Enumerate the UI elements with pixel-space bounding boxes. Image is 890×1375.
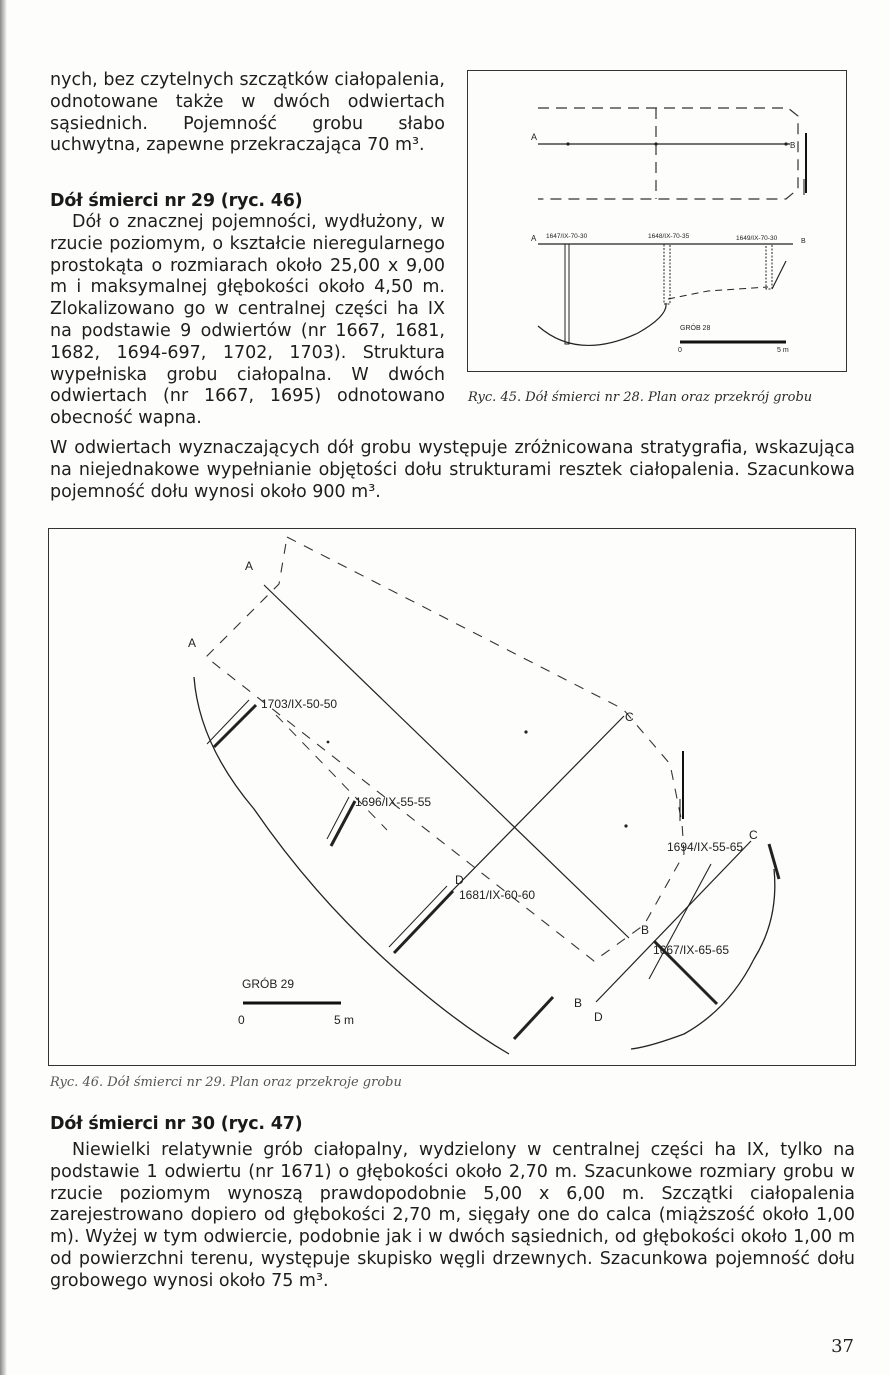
- fig45-boring-point-1: [566, 142, 569, 145]
- fig45-section-label-a: A: [531, 234, 537, 243]
- fig45-boring-column-3: [766, 244, 772, 289]
- fig45-boring-label-1649: 1649/IX-70-30: [736, 235, 778, 242]
- fig45-boring-label-1647: 1647/IX-70-30: [546, 233, 588, 240]
- heading-grave-29: Dół śmierci nr 29 (ryc. 46): [50, 191, 303, 211]
- fig46-boring-label-1681: 1681/IX-60-60: [459, 888, 536, 902]
- figure-46-drawing: [49, 529, 855, 1065]
- fig45-fill-boundary: [668, 287, 768, 299]
- fig46-section-ab-curve: [194, 677, 509, 1054]
- page-binding-edge: [0, 0, 7, 1375]
- fig46-section-cd-curve: [631, 869, 775, 1049]
- fig46-boring-label-1703: 1703/IX-50-50: [261, 697, 338, 711]
- fig46-label-d-plan: D: [455, 873, 464, 887]
- fig46-boring-mark-1681: [394, 891, 453, 953]
- fig46-boring-dot-1: [524, 730, 527, 733]
- fig46-section-line-ab: [264, 585, 629, 938]
- fig46-boring-dot-2: [624, 824, 627, 827]
- fig46-label-c-plan: C: [625, 710, 634, 724]
- fig46-scale-0: 0: [238, 1013, 245, 1027]
- paragraph-grave-30-description: Niewielki relatywnie grób ciałopalny, wydzielony w centralnej części ha IX, tylko na podstawie 1 odwiertu (nr 1671) o głębokości około 2,70 m. Szacunkowe rozmiary grobu w rzucie poziomym wynoszą prawdopodobnie 5,00 x 6,00 m. Szczątki ciałopalenia zarejestrowano dopiero od głębokości 2,70 m, sięgały one do calca (miąższość około 1,00 m). Wyżej w tym odwiercie, podobnie jak i w dwóch sąsiednich, od głębokości około 1,00 m od powierzchni terenu, występuje skupisko węgli drzewnych. Szacunkowa pojemność dołu grobowego wynosi około 75 m³.: [50, 1140, 855, 1291]
- fig46-scale-5: 5 m: [334, 1013, 355, 1027]
- figure-46-caption: Ryc. 46. Dół śmierci nr 29. Plan oraz przekroje grobu: [50, 1075, 402, 1090]
- fig46-boring-mark-1703: [214, 705, 256, 747]
- fig46-label-c-section: C: [749, 828, 758, 842]
- fig46-cd-edge: [649, 864, 711, 979]
- fig45-pit-edge: [772, 261, 786, 289]
- fig45-boring-point-2: [654, 142, 657, 145]
- fig46-label-d-section: D: [594, 1010, 603, 1024]
- fig45-scale-5: 5 m: [777, 347, 789, 354]
- fig45-section-label-b: B: [801, 238, 806, 245]
- fig46-boring-tick-1703: [207, 700, 249, 744]
- fig45-boring-point-3: [784, 142, 787, 145]
- fig45-boring-column-2: [664, 244, 670, 304]
- paragraph-grave-28-end: nych, bez czytelnych szczątków ciałopalenia, odnotowane także w dwóch odwiertach sąsiednich. Pojemność grobu słabo uchwytna, zapewne przekraczająca 70 m³.: [50, 70, 445, 156]
- fig45-scale-0: 0: [678, 347, 682, 354]
- fig45-grave-label: GRÓB 28: [680, 325, 711, 332]
- figure-45-caption: Ryc. 45. Dół śmierci nr 28. Plan oraz przekrój grobu: [468, 390, 813, 405]
- fig46-boring-label-1694: 1694/IX-55-65: [667, 840, 744, 854]
- fig45-plan-outline: [538, 108, 798, 199]
- fig46-label-b-section: B: [574, 996, 583, 1010]
- fig45-label-b: B: [790, 141, 796, 150]
- fig45-boring-label-1648: 1648/IX-70-35: [648, 233, 690, 240]
- fig46-boring-label-1667: 1667/IX-65-65: [653, 943, 730, 957]
- heading-grave-30: Dół śmierci nr 30 (ryc. 47): [50, 1114, 303, 1134]
- fig45-pit-bottom-curve: [538, 303, 666, 345]
- figure-45-frame: [467, 70, 847, 372]
- paragraph-grave-29-stratigraphy: W odwiertach wyznaczających dół grobu występuje zróżnicowana stratygrafia, wskazująca na niejednakowe wypełnianie objętości dołu strukturami resztek ciałopalenia. Szacunkowa pojemność dołu wynosi około 900 m³.: [50, 438, 855, 502]
- fig46-section-line-lower: [596, 841, 751, 1002]
- fig45-label-a: A: [531, 132, 538, 142]
- fig46-boring-tick-1681: [389, 886, 447, 947]
- fig45-boring-column-1: [565, 244, 569, 344]
- fig46-boring-label-1696: 1696/IX-55-55: [355, 795, 432, 809]
- fig46-dashed-line: [276, 715, 387, 830]
- fig46-label-a-upper: A: [245, 559, 254, 573]
- fig46-boring-mark-lower: [514, 997, 553, 1039]
- figure-46-frame: [48, 528, 856, 1066]
- fig46-section-line-cd: [449, 716, 624, 894]
- fig46-label-a-lower: A: [188, 636, 197, 650]
- figure-45-drawing: [468, 71, 846, 371]
- paragraph-grave-29-description: Dół o znacznej pojemności, wydłużony, w rzucie poziomym, o kształcie nieregularnego prostokąta o rozmiarach około 25,00 x 9,00 m i maksymalnej głębokości około 4,50 m. Zlokalizowano go w centralnej części ha IX na podstawie 9 odwiertów (nr 1667, 1681, 1682, 1694-697, 1702, 1703). Struktura wypełniska grobu ciałopalna. W dwóch odwiertach (nr 1667, 1695) odnotowano obecność wapna.: [50, 212, 445, 429]
- fig46-boring-dot-3: [327, 741, 330, 744]
- page-number: 37: [831, 1336, 854, 1357]
- fig46-label-b-plan: B: [641, 923, 650, 937]
- fig46-grave-label: GRÓB 29: [242, 977, 295, 991]
